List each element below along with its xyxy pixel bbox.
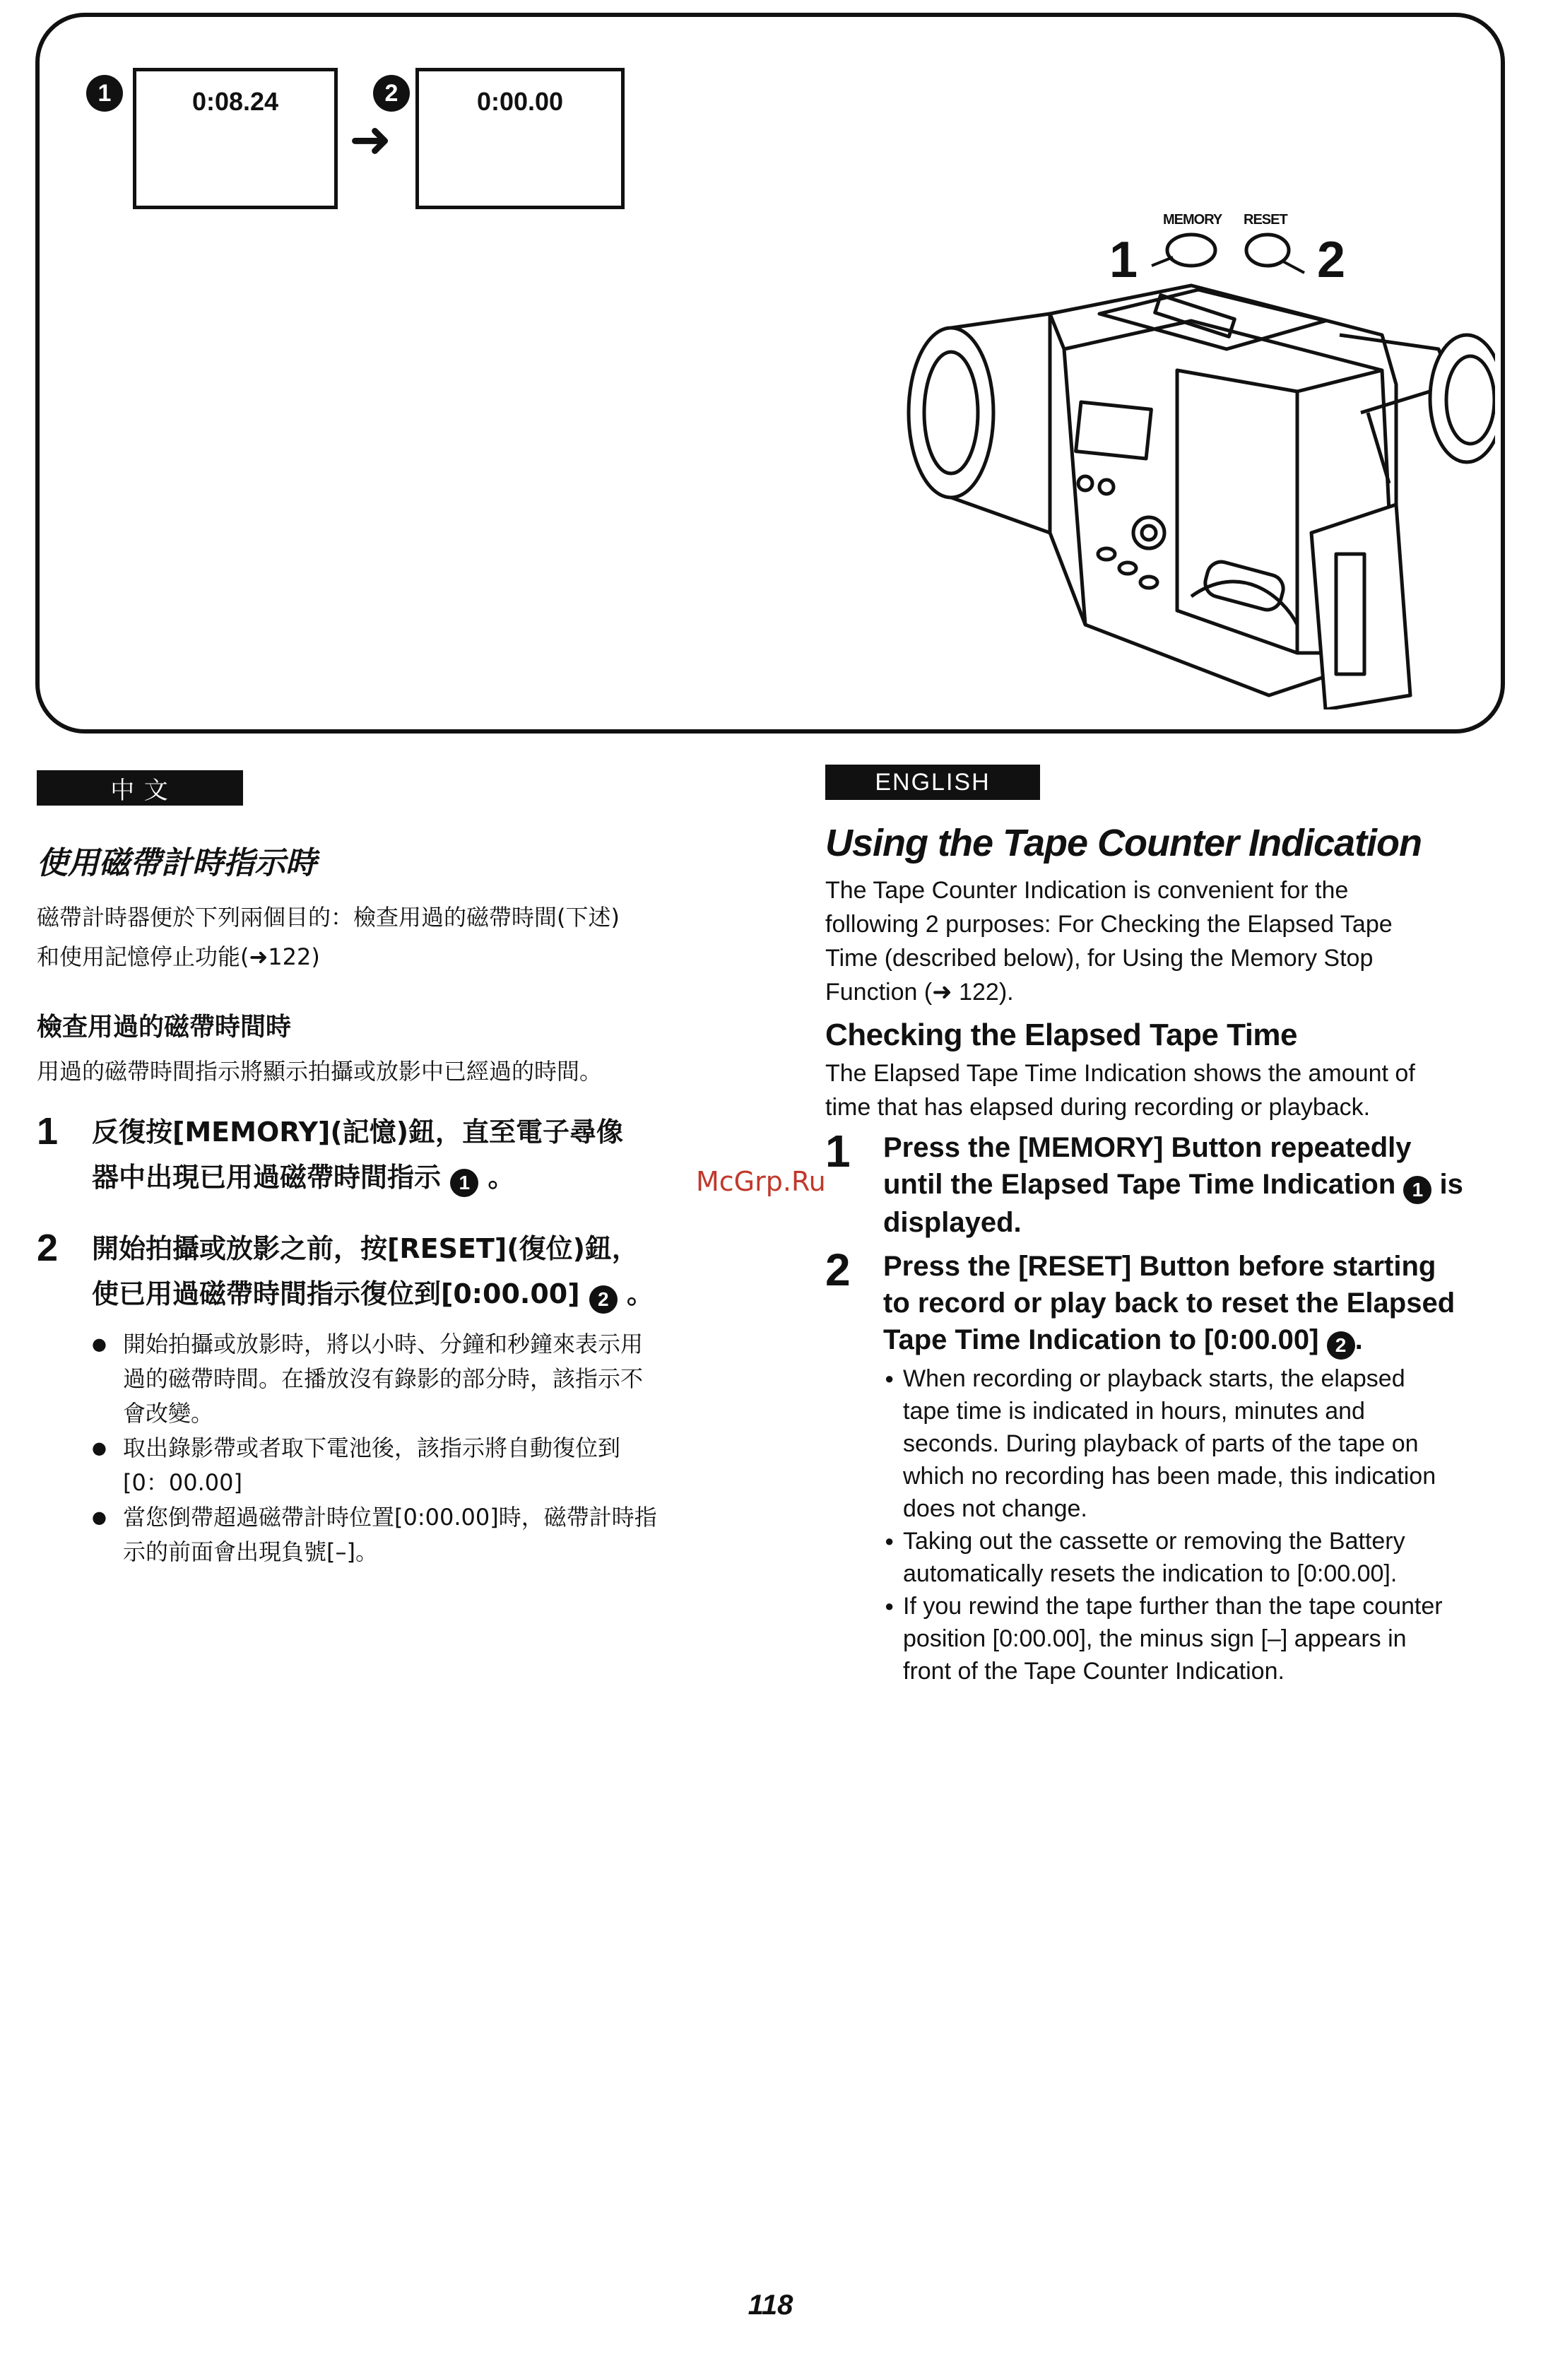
step-line [92, 1155, 623, 1200]
step-text [92, 1109, 623, 1200]
list-item [92, 1431, 728, 1500]
bullet-line: ● 開始拍攝或放影時，將以小時、分鐘和秒鐘來表示用 [123, 1331, 644, 1357]
memory-button-label: MEMORY [1163, 212, 1222, 228]
bullet-line: 會改變。 [123, 1400, 214, 1427]
step-line-text: is [1439, 1169, 1463, 1200]
bullet-line: 示的前面會出現負號[–]。 [123, 1538, 378, 1565]
marker-2: 2 [373, 75, 410, 112]
step-line [883, 1321, 1505, 1360]
marker-2-icon: 2 [1327, 1331, 1355, 1360]
bullet-line: seconds. During playback of parts of the tape on [903, 1430, 1419, 1457]
zh-intro-line: 磁帶計時器便於下列兩個目的：檢查用過的磁帶時間(下述) [37, 904, 620, 931]
en-heading: Checking the Elapsed Tape Time [825, 1018, 1298, 1052]
step-line-text: 。 [627, 1278, 654, 1309]
camcorder-illustration [873, 201, 1495, 709]
step-line: 反復按[MEMORY](記憶)鈕，直至電子尋像 [92, 1117, 624, 1148]
step-number: 1 [37, 1110, 59, 1153]
bullet-line: position [0:00.00], the minus sign [–] appears in [903, 1625, 1407, 1652]
step-text [92, 1226, 654, 1316]
arrow-right-icon: ➜ [349, 112, 392, 168]
step-line-text: 使已用過磁帶時間指示復位到[0:00.00] [92, 1278, 580, 1309]
step-number: 2 [825, 1244, 851, 1295]
marker-1: 1 [86, 75, 123, 112]
callout-2: 2 [1317, 232, 1346, 288]
marker-2-icon: 2 [589, 1285, 618, 1314]
reset-button-label: RESET [1244, 212, 1287, 228]
list-item [885, 1525, 1506, 1590]
step-line [883, 1166, 1505, 1204]
en-heading-text [825, 1056, 1504, 1124]
en-heading-line: time that has elapsed during recording or playback. [825, 1094, 1371, 1121]
marker-1-icon: 1 [1403, 1176, 1431, 1204]
bullet-line: which no recording has been made, this indication [903, 1463, 1436, 1490]
chinese-section-tab: 中 文 [37, 770, 243, 806]
en-intro-line: following 2 purposes: For Checking the Elapsed Tape [825, 911, 1393, 938]
step-number: 2 [37, 1227, 59, 1269]
callout-1: 1 [1109, 232, 1138, 288]
zh-intro-line: 和使用記憶停止功能(➜122) [37, 943, 320, 970]
en-intro-line: Function (➜ 122). [825, 979, 1014, 1006]
en-intro [825, 873, 1504, 1009]
bullet-line: ● 當您倒帶超過磁帶計時位置[0:00.00]時，磁帶計時指 [123, 1504, 657, 1531]
bullet-line: automatically resets the indication to [0:00.00]. [903, 1560, 1398, 1587]
bullet-line: [0：00.00] [123, 1469, 242, 1496]
screen-2-time: 0:00.00 [476, 87, 564, 116]
viewfinder-screen-2 [415, 68, 625, 209]
en-title: Using the Tape Counter Indication [825, 822, 1422, 864]
bullet-line: front of the Tape Counter Indication. [903, 1658, 1285, 1685]
zh-intro [37, 897, 715, 977]
list-item [92, 1327, 728, 1431]
step-line-text: Tape Time Indication to [0:00.00] [883, 1324, 1319, 1355]
step-line-text: 。 [488, 1162, 515, 1193]
step-line [92, 1271, 654, 1316]
step-line: to record or play back to reset the Elapsed [883, 1288, 1456, 1319]
step-line-text: until the Elapsed Tape Time Indication [883, 1169, 1396, 1200]
step-line-text: 器中出現已用過磁帶時間指示 [92, 1162, 442, 1193]
bullet-line: tape time is indicated in hours, minutes and [903, 1398, 1365, 1425]
step-number: 1 [825, 1126, 851, 1177]
step-line: Press the [RESET] Button before starting [883, 1251, 1436, 1282]
bullet-line: ● When recording or playback starts, the elapsed [903, 1365, 1405, 1392]
list-item [92, 1500, 728, 1569]
zh-bullet-list [92, 1327, 728, 1569]
english-section-tab: ENGLISH [825, 765, 1040, 800]
marker-1-icon: 1 [450, 1169, 478, 1197]
en-intro-line: The Tape Counter Indication is convenient for the [825, 877, 1349, 904]
watermark: McGrp.Ru [696, 1166, 826, 1197]
en-intro-line: Time (described below), for Using the Memory Stop [825, 945, 1374, 972]
screen-1-time: 0:08.24 [191, 87, 279, 116]
zh-heading: 檢查用過的磁帶時間時 [37, 1013, 292, 1042]
page-number: 118 [748, 2290, 793, 2321]
bullet-line: 過的磁帶時間。在播放沒有錄影的部分時，該指示不 [123, 1365, 644, 1392]
step-line-text: . [1354, 1324, 1363, 1355]
zh-title: 使用磁帶計時指示時 [37, 845, 317, 881]
en-bullet-list [885, 1362, 1506, 1687]
bullet-line: ● Taking out the cassette or removing the Battery [903, 1528, 1405, 1555]
list-item [885, 1590, 1506, 1687]
step-text [883, 1248, 1505, 1360]
bullet-line: ● 取出錄影帶或者取下電池後，該指示將自動復位到 [123, 1435, 621, 1461]
list-item [885, 1362, 1506, 1525]
bullet-line: does not change. [903, 1495, 1087, 1522]
zh-heading-text: 用過的磁帶時間指示將顯示拍攝或放影中已經過的時間。 [37, 1058, 603, 1085]
en-heading-line: The Elapsed Tape Time Indication shows the amount of [825, 1060, 1415, 1087]
step-text [883, 1129, 1505, 1241]
viewfinder-screen-1 [133, 68, 338, 209]
step-line: 開始拍攝或放影之前，按[RESET](復位)鈕， [92, 1233, 639, 1264]
step-line: Press the [MEMORY] Button repeatedly [883, 1132, 1412, 1163]
illustration-frame [35, 13, 1505, 734]
bullet-line: ● If you rewind the tape further than the tape counter [903, 1593, 1443, 1620]
step-line: displayed. [883, 1207, 1022, 1238]
